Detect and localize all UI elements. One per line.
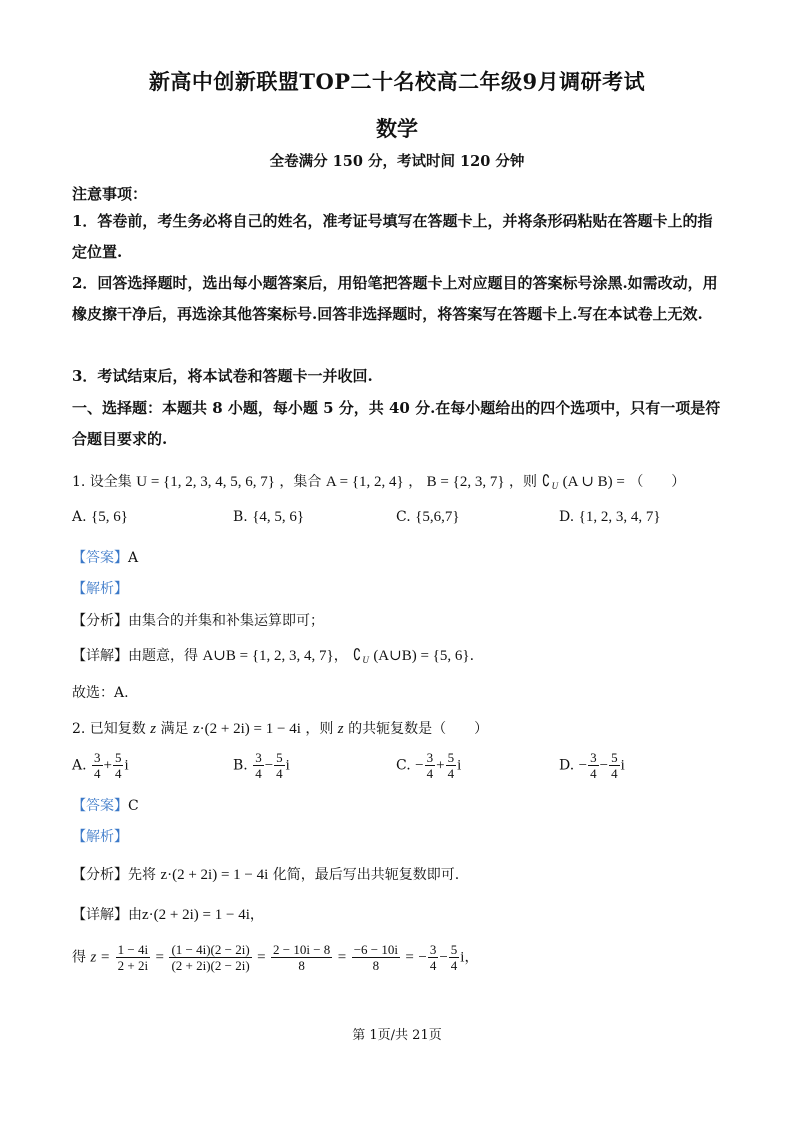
- q2-fenxi-tag: 【分析】: [72, 867, 128, 883]
- q1-option-d-value: {1, 2, 3, 4, 7}: [578, 509, 661, 525]
- q2-option-c-label: C.: [396, 757, 411, 774]
- q1-comp-expr: (A ∪ B) =: [562, 474, 625, 490]
- q1-option-d: [559, 509, 661, 526]
- q1-comma: ，: [408, 474, 423, 490]
- q2-option-b: B. $\frac{3}{4}$ − $\frac{5}{4}$ i: [233, 750, 290, 781]
- q2-detail-eq: z·(2 + 2i) = 1 − 4i: [142, 907, 250, 923]
- notes-heading: 注意事项：: [72, 185, 148, 203]
- q2-option-c: C. − $\frac{3}{4}$ + $\frac{5}{4}$ i: [396, 750, 462, 781]
- q1-answer: [72, 547, 138, 567]
- q2-answer: [72, 795, 139, 815]
- complement-symbol-icon: ∁: [542, 471, 551, 490]
- q1-detail-end: .: [469, 648, 475, 664]
- q1-option-c: [396, 509, 460, 526]
- exam-title: 新高中创新联盟TOP二十名校高二年级9月调研考试: [148, 69, 646, 94]
- q2-detail-pre: 由: [128, 907, 142, 923]
- q1-detail: 【详解】由题意，得 A∪B = {1, 2, 3, 4, 7}， $∁_U$ (A∪B) = {5, 6}.: [72, 645, 475, 665]
- q1-detail-tag: 【详解】: [72, 648, 128, 664]
- q1-option-d-label: D.: [559, 509, 575, 525]
- q2-fenxi-post: 化简，最后写出共轭复数即可.: [272, 867, 460, 883]
- q1-fenxi-text: 由集合的并集和补集运算即可；: [128, 613, 324, 629]
- q2-option-d: D. − $\frac{3}{4}$ − $\frac{5}{4}$ i: [559, 750, 625, 781]
- q1-fenxi-tag: 【分析】: [72, 613, 128, 629]
- q2-answer-value: C: [128, 798, 139, 814]
- q1-A-set: A = {1, 2, 4}: [325, 474, 404, 490]
- q1-B-set: B = {2, 3, 7}: [426, 474, 505, 490]
- q2-analysis-tag: 【解析】: [72, 829, 128, 845]
- notes-item-2: 2．回答选择题时，选出每小题答案后，用铅笔把答题卡上对应题目的答案标号涂黑.如需改动，用橡皮擦干净后，再选涂其他答案标号.回答非选择题时，将答案写在答题卡上.写在本试卷上无效.: [72, 274, 718, 323]
- q1-conclusion: 故选：A.: [72, 685, 129, 701]
- q1-option-a-label: A.: [72, 509, 87, 525]
- q1-option-c-label: C.: [396, 509, 411, 525]
- q1-answer-tag: 【答案】: [72, 550, 128, 566]
- notes-item-3: 3．考试结束后，将本试卷和答题卡一并收回.: [72, 367, 373, 385]
- q2-frac-4: $\frac{-6 - 10i}{8}$: [353, 942, 398, 973]
- q2-option-d-label: D.: [559, 757, 575, 774]
- q1-detail-sep: ，: [333, 648, 348, 664]
- q2-frac-2: $\frac{(1 - 4i)(2 - 2i)}{(2 + 2i)(2 - 2i)}$: [171, 942, 250, 973]
- q1-answer-value: A: [128, 550, 139, 566]
- q1-mid2: ，则: [508, 474, 537, 490]
- q2-z: z: [150, 721, 157, 737]
- q2-stem: [72, 718, 488, 738]
- exam-info: 全卷满分 150 分，考试时间 120 分钟: [269, 153, 525, 170]
- q2-answer-tag: 【答案】: [72, 798, 128, 814]
- q1-option-b-label: B.: [233, 509, 248, 525]
- q2-fenxi-pre: 先将: [128, 867, 156, 883]
- q2-fenxi: [72, 864, 459, 884]
- q2-pre: 2. 已知复数: [72, 721, 146, 737]
- q2-step-pre: 得: [72, 949, 86, 966]
- q1-pre: 1. 设全集: [72, 474, 132, 490]
- q2-option-a: A. $\frac{3}{4}$ + $\frac{5}{4}$ i: [72, 750, 129, 781]
- complement-symbol-icon: ∁: [353, 645, 362, 664]
- q1-paren: （ ）: [629, 474, 686, 490]
- q2-detail-end: ，: [249, 907, 264, 923]
- q2-z-2: z: [337, 721, 344, 737]
- q1-option-b-value: {4, 5, 6}: [252, 509, 305, 525]
- q2-detail-tag: 【详解】: [72, 907, 128, 923]
- q1-fenxi: [72, 610, 324, 630]
- q2-step-z: z =: [90, 949, 111, 966]
- q1-stem: 1. 设全集 U = {1, 2, 3, 4, 5, 6, 7} ，集合 A = {1, 2, 4} ， B = {2, 3, 7} ，则 $∁_U$ (A ∪ B) = （ ）: [72, 471, 686, 491]
- q1-detail-pre: 由题意，得: [128, 648, 198, 664]
- q1-U-set: U = {1, 2, 3, 4, 5, 6, 7}: [136, 474, 275, 490]
- q2-detail: [72, 904, 264, 924]
- notes-item-1: 1．答卷前，考生务必将自己的姓名，准考证号填写在答题卡上，并将条形码粘贴在答题卡上的指定位置.: [72, 212, 713, 261]
- q2-post2: 的共轭复数是（ ）: [348, 721, 489, 737]
- q1-option-b: [233, 509, 304, 526]
- q2-option-b-label: B.: [233, 757, 248, 774]
- q2-mid: 满足: [160, 721, 189, 737]
- section-heading: 一、选择题：本题共 8 小题，每小题 5 分，共 40 分.在每小题给出的四个选项中，只有一项是符合题目要求的.: [72, 399, 721, 448]
- q2-fenxi-eq: z·(2 + 2i) = 1 − 4i: [160, 867, 269, 883]
- q2-frac-3: $\frac{2 - 10i - 8}{8}$: [273, 942, 331, 973]
- page-number-footer: 第 1页/共 21页: [352, 1028, 442, 1043]
- q2-frac-1: $\frac{1 - 4i}{2 + 2i}$: [117, 942, 149, 973]
- q2-equation: z·(2 + 2i) = 1 − 4i: [193, 721, 301, 737]
- q2-derivation: 得 z = $\frac{1 - 4i}{2 + 2i}$ = $\frac{(1 - 4i)(2 - 2i)}{(2 + 2i)(2 - 2i)}$ = $\frac{2 - 10i - 8}{8}$ = $\frac{-6 - 10i}{8}$ = − $\frac{3}{4}$ − $\frac{5}{4}$ i，: [72, 942, 479, 973]
- q1-mid1: ，集合: [279, 474, 322, 490]
- q1-analysis-tag: 【解析】: [72, 581, 128, 597]
- q1-detail-complement: (A∪B) = {5, 6}: [373, 648, 470, 664]
- q2-post: ，则: [305, 721, 334, 737]
- q1-detail-union: A∪B = {1, 2, 3, 4, 7}: [202, 648, 334, 664]
- q1-option-a-value: {5, 6}: [91, 509, 128, 525]
- exam-subject: 数学: [376, 116, 418, 141]
- q1-option-a: [72, 509, 128, 526]
- q2-option-a-label: A.: [72, 757, 87, 774]
- q1-option-c-value: {5,6,7}: [415, 509, 460, 525]
